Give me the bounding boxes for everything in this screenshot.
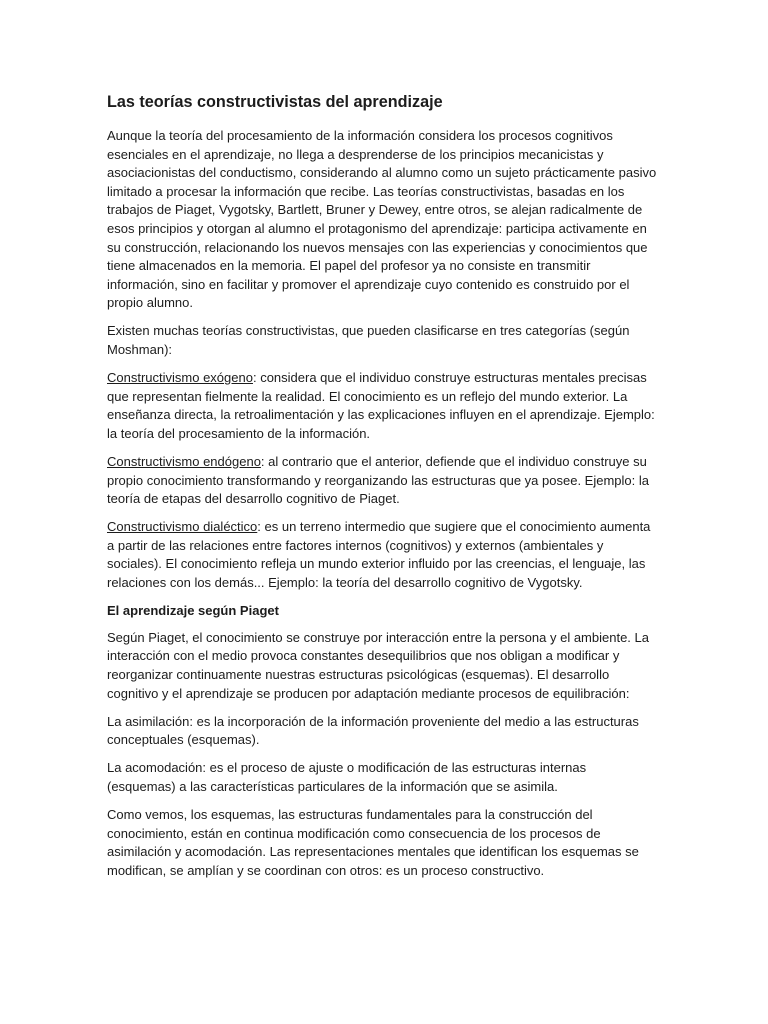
intro-paragraph: Aunque la teoría del procesamiento de la información considera los procesos cognitivos esenciales en el aprendizaje, no llega a desprenderse de los principios mecanicistas y asociacionistas del conductismo, considerando al alumno como un sujeto prácticamente pasivo limitado a procesar la información que recibe. Las teorías constructivistas, basadas en los trabajos de Piaget, Vygotsky, Bartlett, Bruner y Dewey, entre otros, se alejan radicalmente de esos principios y otorgan al alumno el protagonismo del aprendizaje: participa activamente en su construcción, relacionando los nuevos mensajes con las experiencias y conocimientos que tiene almacenados en la memoria. El papel del profesor ya no consiste en transmitir información, sino en facilitar y promover el aprendizaje cuyo contenido es construido por el propio alumno.	[107, 128, 657, 311]
type-dialectico-paragraph	[107, 518, 658, 592]
type-exogeno-text: : considera que el individuo construye estructuras mentales precisas que representan fielmente la realidad. El conocimiento es un reflejo del mundo exterior. La enseñanza directa, la retroalimentación y las explicaciones influyen en el aprendizaje. Ejemplo: la teoría del procesamiento de la información.	[107, 370, 655, 441]
asimilacion-paragraph: La asimilación: es la incorporación de la información proveniente del medio a las estructuras conceptuales (esquemas).	[107, 713, 639, 748]
type-endogeno-text: : al contrario que el anterior, defiende que el individuo construye su propio conocimiento transformando y reorganizando las estructuras que ya posee. Ejemplo: la teoría de etapas del desarrollo cognitivo de Piaget.	[107, 454, 649, 507]
acomodacion-paragraph: La acomodación: es el proceso de ajuste o modificación de las estructuras internas (esquemas) a las características particulares de la información que se asimila.	[107, 760, 587, 794]
type-exogeno-paragraph	[107, 369, 658, 443]
type-endogeno-term: Constructivismo endógeno	[107, 454, 261, 469]
types-intro-paragraph: Existen muchas teorías constructivistas, que pueden clasificarse en tres categorías (según Moshman):	[107, 323, 630, 358]
piaget-intro-paragraph: Según Piaget, el conocimiento se construye por interacción entre la persona y el ambiente. La interacción con el medio provoca constantes desequilibrios que nos obligan a modificar y reorganizar continuamente nuestras estructuras psicológicas (esquemas). El desarrollo cognitivo y el aprendizaje se producen por adaptación mediante procesos de equilibración:	[107, 629, 649, 701]
conclusion-paragraph: Como vemos, los esquemas, las estructuras fundamentales para la construcción del conocimiento, están en continua modificación como consecuencia de los procesos de asimilación y acomodación. Las representaciones mentales que identifican los esquemas se modifican, se amplían y se coordinan con otros: es un proceso constructivo.	[107, 807, 639, 878]
type-exogeno-term: Constructivismo exógeno	[107, 370, 253, 386]
document-title: Las teorías constructivistas del aprendizaje	[107, 93, 443, 111]
section-heading-piaget: El aprendizaje según Piaget	[107, 603, 279, 619]
type-dialectico-text: : es un terreno intermedio que sugiere que el conocimiento aumenta a partir de las relaciones entre factores internos (cognitivos) y externos (ambientales y sociales). El conocimiento refleja un mundo exterior influido por las creencias, el lenguaje, las relaciones con los demás... Ejemplo: la teoría del desarrollo cognitivo de Vygotsky.	[107, 519, 651, 591]
type-dialectico-term: Constructivismo dialéctico	[107, 519, 258, 535]
type-endogeno-paragraph	[107, 453, 658, 509]
